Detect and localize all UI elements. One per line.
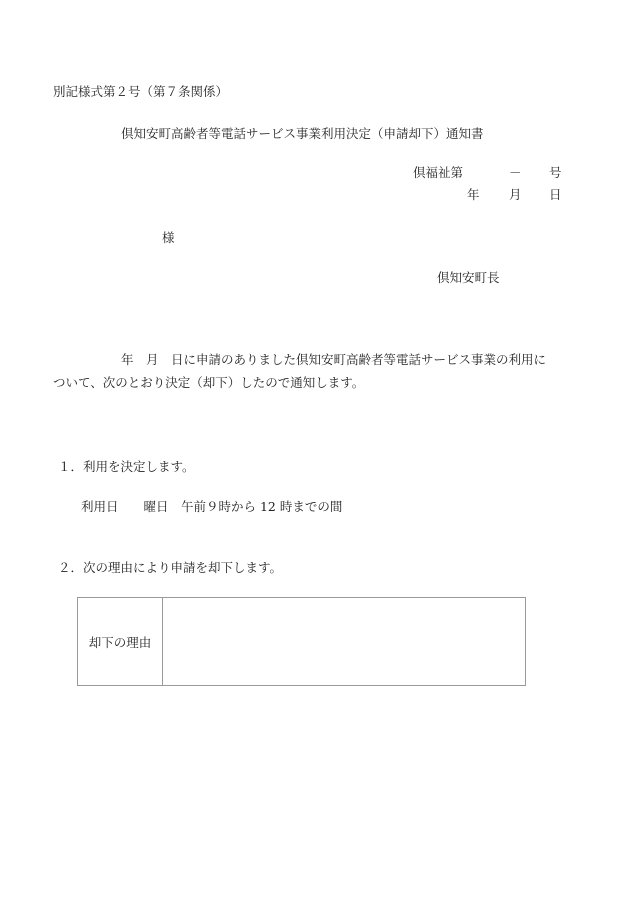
document-title: 倶知安町高齢者等電話サービス事業利用決定（申請却下）通知書 <box>121 126 484 141</box>
rejection-reason-value-cell <box>163 598 525 685</box>
rejection-reason-label: 却下の理由 <box>88 634 152 650</box>
addressee-honorific: 様 <box>162 230 175 245</box>
body-text-line-2: ついて、次のとおり決定（却下）したので通知します。 <box>53 375 365 390</box>
form-label: 別記様式第２号（第７条関係） <box>53 84 229 99</box>
issuer-name: 倶知安町長 <box>437 270 500 285</box>
doc-number-suffix: 号 <box>549 165 562 180</box>
rejection-reason-table <box>77 597 526 686</box>
date-month: 月 <box>509 187 522 202</box>
section-1-heading: １．利用を決定します。 <box>58 459 195 474</box>
date-year: 年 <box>467 187 480 202</box>
rejection-reason-label-cell <box>78 598 163 685</box>
doc-number-dash: － <box>509 165 522 180</box>
doc-number-prefix: 倶福祉第 <box>413 165 464 180</box>
usage-schedule: 利用日 曜日 午前９時から 12 時までの間 <box>81 499 343 514</box>
body-text-line-1: 年 月 日に申請のありました倶知安町高齢者等電話サービス事業の利用に <box>121 352 547 367</box>
section-2-heading: ２．次の理由により申請を却下します。 <box>58 560 283 575</box>
date-day: 日 <box>549 187 562 202</box>
